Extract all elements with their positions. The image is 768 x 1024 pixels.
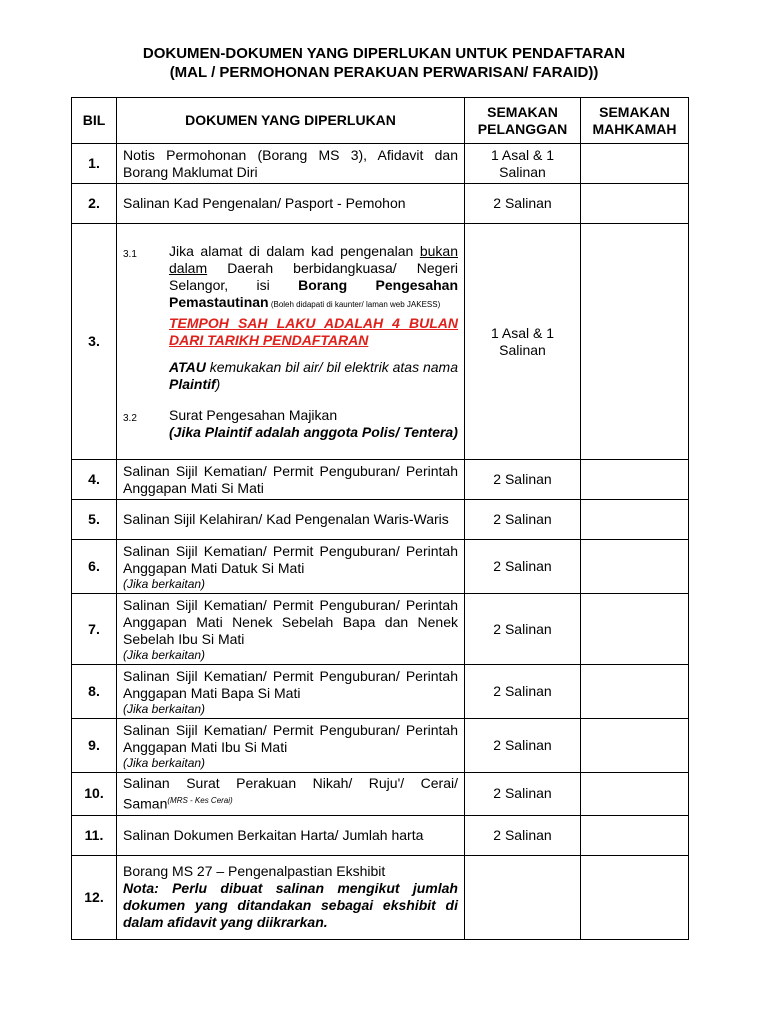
sub-item-body: [169, 407, 458, 441]
table-row: [72, 815, 689, 855]
semakan-pelanggan-cell: 1 Asal & 1 Salinan: [465, 144, 581, 184]
document-checklist-table: [71, 97, 689, 940]
sub-item-text: Daerah berbidangkuasa/ Negeri Selangor, isi: [169, 259, 458, 293]
alternative-text: [169, 359, 458, 393]
alternative-body: kemukakan bil air/ bil elektrik atas nama: [205, 358, 458, 375]
semakan-pelanggan-cell: 1 Asal & 1 Salinan: [465, 224, 581, 460]
row-document: [117, 855, 465, 939]
row-document: Salinan Sijil Kelahiran/ Kad Pengenalan Waris-Waris: [117, 500, 465, 540]
row-number: 12.: [72, 855, 117, 939]
conditional-note: (Jika berkaitan): [123, 755, 206, 770]
availability-note: (Boleh didapati di kaunter/ laman web JAKESS): [268, 299, 441, 309]
conditional-note: (Jika berkaitan): [123, 647, 206, 662]
semakan-mahkamah-cell[interactable]: [581, 815, 689, 855]
header-pelanggan-line-1: SEMAKAN: [487, 103, 558, 120]
row-document: Salinan Sijil Kematian/ Permit Penguburan/ Perintah Anggapan Mati Si Mati: [117, 460, 465, 500]
row-document: [117, 719, 465, 773]
header-row: [72, 98, 689, 144]
table-row: [72, 594, 689, 665]
row-document: [117, 773, 465, 816]
nota-text: Nota: Perlu dibuat salinan mengikut jumlah dokumen yang ditandakan sebagai ekshibit di dalam afidavit yang diikrarkan.: [123, 880, 458, 931]
semakan-pelanggan-cell: 2 Salinan: [465, 773, 581, 816]
sub-item-body: [169, 243, 458, 393]
row-document: [117, 594, 465, 665]
semakan-pelanggan-cell: 2 Salinan: [465, 540, 581, 594]
sub-item-3-1: [123, 243, 458, 393]
row-number: 3.: [72, 224, 117, 460]
row-number: 6.: [72, 540, 117, 594]
document-title-line-1: DOKUMEN-DOKUMEN YANG DIPERLUKAN UNTUK PENDAFTARAN: [142, 45, 626, 62]
document-text: Salinan Sijil Kematian/ Permit Penguburan/ Perintah Anggapan Mati Ibu Si Mati: [123, 721, 458, 755]
header-bil: BIL: [72, 98, 117, 144]
row-number: 11.: [72, 815, 117, 855]
semakan-mahkamah-cell[interactable]: [581, 500, 689, 540]
document-text: Salinan Sijil Kematian/ Permit Penguburan/ Perintah Anggapan Mati Bapa Si Mati: [123, 667, 458, 701]
row-number: 7.: [72, 594, 117, 665]
conditional-note: (Jika berkaitan): [123, 701, 206, 716]
sub-item-text: Jika alamat di dalam kad pengenalan: [169, 242, 420, 259]
semakan-mahkamah-cell[interactable]: [581, 224, 689, 460]
semakan-pelanggan-cell: 2 Salinan: [465, 815, 581, 855]
row-document: Salinan Kad Pengenalan/ Pasport - Pemohon: [117, 184, 465, 224]
semakan-mahkamah-cell[interactable]: [581, 719, 689, 773]
sub-item-3-2: [123, 407, 458, 441]
header-semakan-mahkamah: [581, 98, 689, 144]
document-text: Salinan Sijil Kematian/ Permit Penguburan/ Perintah Anggapan Mati Datuk Si Mati: [123, 542, 458, 576]
underlined-text: bukan dalam: [169, 242, 458, 276]
row-number: 4.: [72, 460, 117, 500]
semakan-pelanggan-cell: 2 Salinan: [465, 719, 581, 773]
header-semakan-pelanggan: [465, 98, 581, 144]
sub-item-number: 3.1: [123, 248, 137, 260]
atau-label: ATAU: [169, 358, 206, 375]
table-row: [72, 665, 689, 719]
semakan-mahkamah-cell[interactable]: [581, 665, 689, 719]
row-number: 10.: [72, 773, 117, 816]
semakan-mahkamah-cell[interactable]: [581, 540, 689, 594]
row-document: [117, 224, 465, 460]
header-mahkamah-line-2: MAHKAMAH: [592, 120, 677, 137]
table-row: [72, 184, 689, 224]
row-document: [117, 540, 465, 594]
semakan-pelanggan-cell: [465, 855, 581, 939]
row-document: [117, 665, 465, 719]
document-text: Salinan Sijil Kematian/ Permit Penguburan/ Perintah Anggapan Mati Nenek Sebelah Bapa dan Nenek Sebelah Ibu Si Mati: [123, 596, 458, 647]
row-document: Salinan Dokumen Berkaitan Harta/ Jumlah harta: [117, 815, 465, 855]
semakan-mahkamah-cell[interactable]: [581, 855, 689, 939]
table-row: [72, 460, 689, 500]
row-number: 1.: [72, 144, 117, 184]
conditional-note: (Jika berkaitan): [123, 576, 206, 591]
form-name: Borang Pengesahan Pemastautinan: [169, 276, 458, 310]
table-row: [72, 224, 689, 460]
row-number: 5.: [72, 500, 117, 540]
superscript-note: (MRS - Kes Cerai): [167, 796, 233, 805]
sub-item-number: 3.2: [123, 412, 137, 424]
document-text: Borang MS 27 – Pengenalpastian Ekshibit: [123, 863, 386, 880]
semakan-pelanggan-cell: 2 Salinan: [465, 594, 581, 665]
table-row: [72, 540, 689, 594]
header-mahkamah-line-1: SEMAKAN: [599, 103, 670, 120]
table-row: [72, 719, 689, 773]
semakan-pelanggan-cell: 2 Salinan: [465, 665, 581, 719]
closing-paren: ): [215, 375, 221, 392]
semakan-mahkamah-cell[interactable]: [581, 184, 689, 224]
sub-item-note: (Jika Plaintif adalah anggota Polis/ Tentera): [169, 423, 458, 440]
table-row: [72, 500, 689, 540]
row-number: 8.: [72, 665, 117, 719]
row-number: 9.: [72, 719, 117, 773]
document-text: Salinan Surat Perakuan Nikah/ Ruju'/ Cerai/ Saman: [123, 775, 458, 812]
validity-warning: TEMPOH SAH LAKU ADALAH 4 BULAN DARI TARIKH PENDAFTARAN: [169, 314, 458, 348]
table-row: [72, 855, 689, 939]
semakan-mahkamah-cell[interactable]: [581, 144, 689, 184]
semakan-pelanggan-cell: 2 Salinan: [465, 184, 581, 224]
semakan-mahkamah-cell[interactable]: [581, 773, 689, 816]
table-row: [72, 773, 689, 816]
header-dokumen: DOKUMEN YANG DIPERLUKAN: [117, 98, 465, 144]
row-number: 2.: [72, 184, 117, 224]
row-document: Notis Permohonan (Borang MS 3), Afidavit dan Borang Maklumat Diri: [117, 144, 465, 184]
document-title-line-2: (MAL / PERMOHONAN PERAKUAN PERWARISAN/ FARAID)): [169, 64, 599, 81]
semakan-mahkamah-cell[interactable]: [581, 594, 689, 665]
table-row: [72, 144, 689, 184]
semakan-pelanggan-cell: 2 Salinan: [465, 460, 581, 500]
semakan-mahkamah-cell[interactable]: [581, 460, 689, 500]
semakan-pelanggan-cell: 2 Salinan: [465, 500, 581, 540]
plaintif-label: Plaintif: [169, 375, 216, 392]
header-pelanggan-line-2: PELANGGAN: [477, 120, 568, 137]
sub-item-text: Surat Pengesahan Majikan: [169, 406, 338, 423]
